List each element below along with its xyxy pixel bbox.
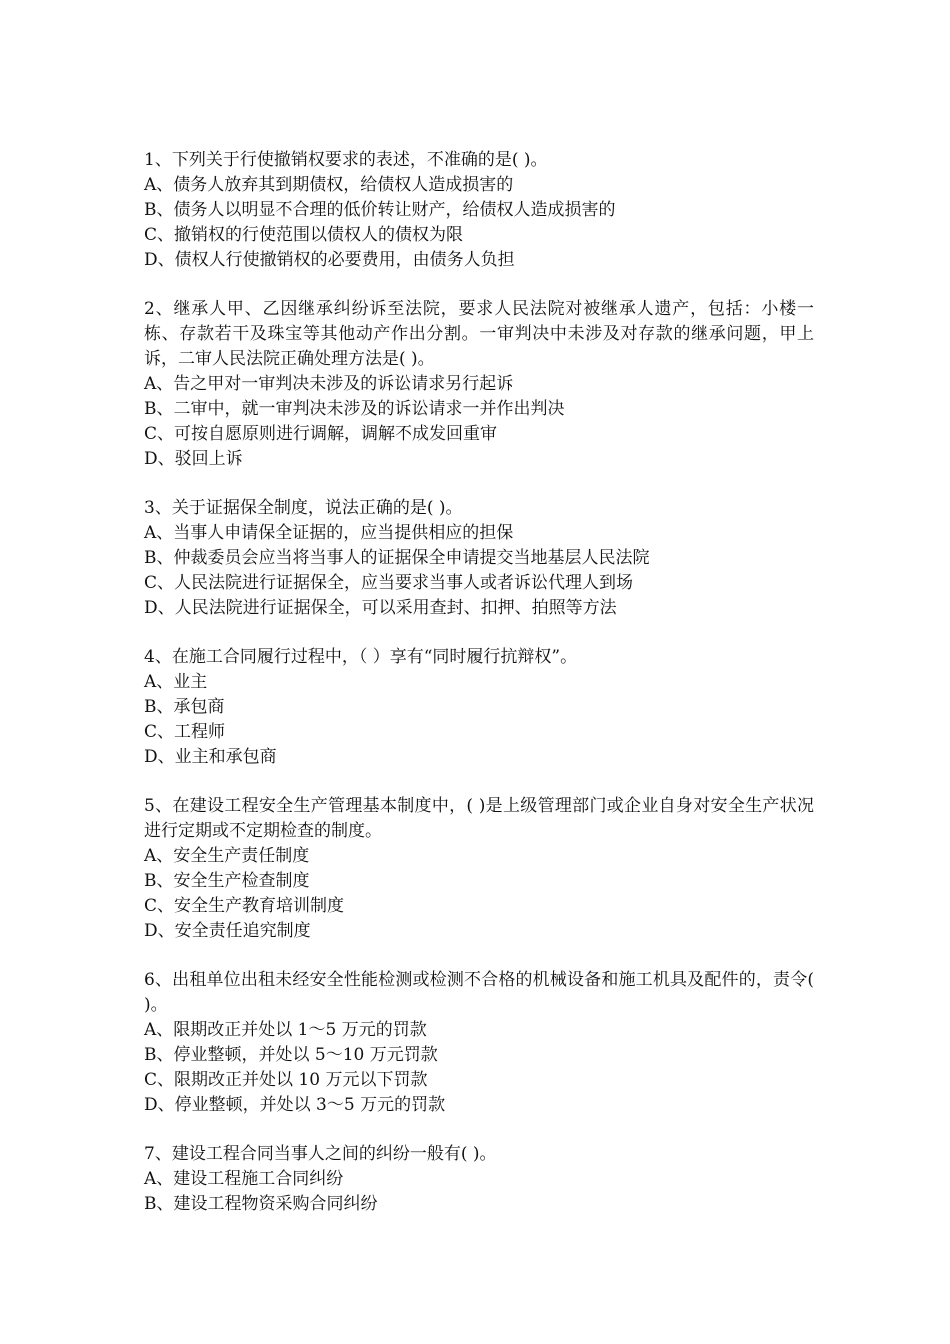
question-stem: 2、继承人甲、乙因继承纠纷诉至法院，要求人民法院对被继承人遗产，包括：小楼一栋、存款若干及珠宝等其他动产作出分割。一审判决中未涉及对存款的继承问题，甲上诉，二审人民法院正确处理方法是( )。: [144, 299, 814, 369]
question-3: [144, 496, 814, 621]
option-d: D、业主和承包商: [144, 747, 277, 767]
option-a: A、债务人放弃其到期债权，给债权人造成损害的: [144, 175, 514, 195]
option-c: C、人民法院进行证据保全，应当要求当事人或者诉讼代理人到场: [144, 573, 634, 593]
option-b: B、承包商: [144, 697, 225, 717]
option-b: B、停业整顿，并处以 5～10 万元罚款: [144, 1045, 438, 1065]
option-a: A、告之甲对一审判决未涉及的诉讼请求另行起诉: [144, 374, 514, 394]
option-c: C、限期改正并处以 10 万元以下罚款: [144, 1070, 428, 1090]
option-a: A、建设工程施工合同纠纷: [144, 1169, 344, 1189]
option-b: B、安全生产检查制度: [144, 871, 310, 891]
question-7: [144, 1142, 814, 1217]
question-stem: 1、下列关于行使撤销权要求的表述，不准确的是( )。: [144, 150, 548, 170]
option-b: B、债务人以明显不合理的低价转让财产，给债权人造成损害的: [144, 200, 616, 220]
option-b: B、二审中，就一审判决未涉及的诉讼请求一并作出判决: [144, 399, 565, 419]
option-b: B、建设工程物资采购合同纠纷: [144, 1194, 378, 1214]
question-2: [144, 297, 814, 472]
option-a: A、当事人申请保全证据的，应当提供相应的担保: [144, 523, 514, 543]
option-b: B、仲裁委员会应当将当事人的证据保全申请提交当地基层人民法院: [144, 548, 650, 568]
option-d: D、驳回上诉: [144, 449, 243, 469]
option-c: C、可按自愿原则进行调解，调解不成发回重审: [144, 424, 498, 444]
question-stem: 5、在建设工程安全生产管理基本制度中，( )是上级管理部门或企业自身对安全生产状况进行定期或不定期检查的制度。: [144, 796, 814, 841]
option-d: D、债权人行使撤销权的必要费用，由债务人负担: [144, 250, 515, 270]
option-d: D、人民法院进行证据保全，可以采用查封、扣押、拍照等方法: [144, 598, 617, 618]
option-c: C、撤销权的行使范围以债权人的债权为限: [144, 225, 464, 245]
option-d: D、停业整顿，并处以 3～5 万元的罚款: [144, 1095, 446, 1115]
question-stem: 3、关于证据保全制度，说法正确的是( )。: [144, 498, 463, 518]
document-page: [144, 148, 814, 1241]
option-c: C、安全生产教育培训制度: [144, 896, 345, 916]
question-1: [144, 148, 814, 273]
question-5: [144, 794, 814, 944]
question-6: [144, 968, 814, 1118]
option-a: A、限期改正并处以 1～5 万元的罚款: [144, 1020, 427, 1040]
question-stem: 6、出租单位出租未经安全性能检测或检测不合格的机械设备和施工机具及配件的，责令( )。: [144, 970, 814, 1015]
option-a: A、安全生产责任制度: [144, 846, 310, 866]
question-stem: 4、在施工合同履行过程中，（ ）享有“同时履行抗辩权”。: [144, 647, 578, 667]
option-c: C、工程师: [144, 722, 226, 742]
question-4: [144, 645, 814, 770]
question-stem: 7、建设工程合同当事人之间的纠纷一般有( )。: [144, 1144, 497, 1164]
option-d: D、安全责任追究制度: [144, 921, 311, 941]
option-a: A、业主: [144, 672, 208, 692]
